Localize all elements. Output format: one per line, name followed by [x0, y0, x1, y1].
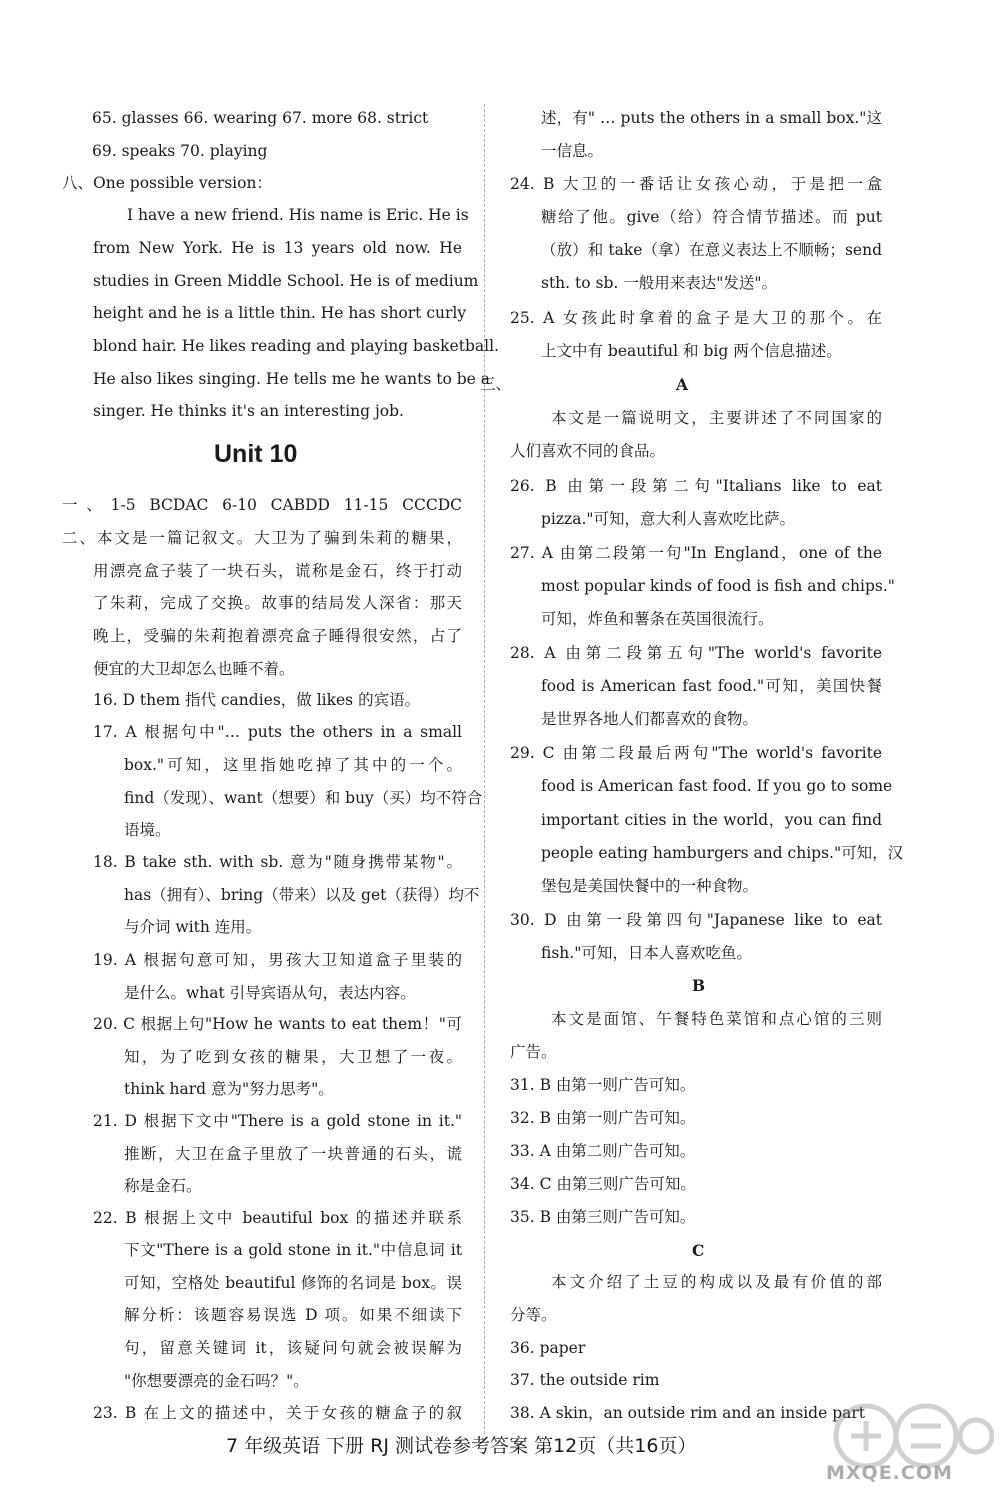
- text-line: 28. A 由第二段第五句"The world's favorite: [510, 644, 882, 662]
- text-line: 下文"There is a gold stone in it."中信息词 it: [124, 1241, 462, 1259]
- text-line: sth. to sb. 一般用来表达"发送"。: [541, 274, 777, 292]
- text-line: 21. D 根据下文中"There is a gold stone in it.": [93, 1112, 462, 1130]
- text-line: 与介词 with 连用。: [124, 918, 262, 936]
- text-line: 17. A 根据句中"… puts the others in a small: [93, 723, 462, 741]
- text-line: from New York. He is 13 years old now. He: [93, 239, 462, 257]
- text-line: 用漂亮盒子装了一块石头，谎称是金石，终于打动: [93, 562, 462, 580]
- text-line: 人们喜欢不同的食品。: [510, 442, 666, 460]
- column-divider: [484, 104, 485, 1434]
- text-line: height and he is a little thin. He has short curly: [93, 304, 467, 322]
- text-line: 称是金石。: [124, 1177, 202, 1195]
- text-line: blond hair. He likes reading and playing basketball.: [93, 337, 499, 355]
- text-line: 广告。: [510, 1043, 557, 1061]
- text-line: singer. He thinks it's an interesting job.: [93, 402, 404, 420]
- text-line: 19. A 根据句意可知，男孩大卫知道盒子里装的: [93, 951, 462, 969]
- text-line: food is American fast food."可知，美国快餐: [541, 677, 882, 695]
- text-line: 语境。: [124, 821, 171, 839]
- text-line: 69. speaks 70. playing: [92, 142, 268, 160]
- text-line: important cities in the world，you can find: [541, 811, 882, 829]
- text-line: 38. A skin，an outside rim and an inside part: [510, 1404, 866, 1422]
- text-line: 八、One possible version：: [62, 174, 272, 192]
- page-footer: 7 年级英语 下册 RJ 测试卷参考答案 第12页（共16页）: [226, 1435, 697, 1457]
- unit-title: Unit 10: [214, 440, 298, 468]
- text-line: 糖给了他。give（给）符合情节描述。而 put: [541, 208, 882, 226]
- text-line: 晚上，受骗的朱莉抱着漂亮盒子睡得很安然，占了: [93, 627, 462, 645]
- text-line: 33. A 由第二则广告可知。: [510, 1142, 696, 1160]
- text-line: 26. B 由第一段第二句"Italians like to eat: [510, 477, 882, 495]
- text-line: 便宜的大卫却怎么也睡不着。: [93, 660, 295, 678]
- text-line: studies in Green Middle School. He is of medium: [93, 272, 479, 290]
- section-heading: B: [692, 976, 706, 995]
- text-line: 一、1-5 BCDAC 6-10 CABDD 11-15 CCCDC: [62, 496, 462, 514]
- text-line: 31. B 由第一则广告可知。: [510, 1076, 696, 1094]
- text-line: 16. D them 指代 candies，做 likes 的宾语。: [93, 691, 421, 709]
- text-line: 30. D 由第一段第四句"Japanese like to eat: [510, 911, 882, 929]
- text-line: 本文是面馆、午餐特色菜馆和点心馆的三则: [551, 1010, 882, 1028]
- text-line: 27. A 由第二段第一句"In England，one of the: [510, 544, 882, 562]
- text-line: has（拥有）、bring（带来）以及 get（获得）均不: [124, 886, 480, 904]
- text-line: food is American fast food. If you go to some: [541, 777, 893, 795]
- text-line: pizza."可知，意大利人喜欢吃比萨。: [541, 510, 796, 528]
- text-line: "你想要漂亮的金石吗？"。: [124, 1372, 309, 1390]
- text-line: （放）和 take（拿）在意义表达上不顺畅；send: [541, 241, 882, 259]
- text-line: think hard 意为"努力思考"。: [124, 1080, 334, 1098]
- text-line: 是什么。what 引导宾语从句，表达内容。: [124, 984, 416, 1002]
- text-line: 述，有" … puts the others in a small box."这: [541, 109, 882, 127]
- text-line: 上文中有 beautiful 和 big 两个信息描述。: [541, 342, 842, 360]
- text-line: 句，留意关键词 it，该疑问句就会被误解为: [124, 1339, 462, 1357]
- text-line: He also likes singing. He tells me he wants to be a: [93, 370, 490, 388]
- text-line: 29. C 由第二段最后两句"The world's favorite: [510, 744, 882, 762]
- text-line: 知，为了吃到女孩的糖果，大卫想了一夜。: [124, 1048, 462, 1066]
- text-line: 二、本文是一篇记叙文。大卫为了骗到朱莉的糖果，: [62, 529, 462, 547]
- text-line: 堡包是美国快餐中的一种食物。: [541, 877, 759, 895]
- text-line: 65. glasses 66. wearing 67. more 68. strict: [92, 109, 429, 127]
- watermark-text: MXQE.COM: [826, 1462, 953, 1484]
- text-line: 32. B 由第一则广告可知。: [510, 1109, 696, 1127]
- text-line: 本文是一篇说明文，主要讲述了不同国家的: [551, 409, 882, 427]
- text-line: 可知，炸鱼和薯条在英国很流行。: [541, 610, 774, 628]
- text-line: 37. the outside rim: [510, 1371, 660, 1389]
- text-line: 20. C 根据上句"How he wants to eat them！"可: [93, 1015, 462, 1033]
- text-line: 18. B take sth. with sb. 意为"随身携带某物"。: [93, 853, 462, 871]
- text-line: 了朱莉，完成了交换。故事的结局发人深省：那天: [93, 594, 462, 612]
- text-line: 23. B 在上文的描述中，关于女孩的糖盒子的叙: [93, 1404, 462, 1422]
- section-heading: C: [692, 1241, 705, 1260]
- text-line: find（发现）、want（想要）和 buy（买）均不符合: [124, 789, 483, 807]
- text-line: 36. paper: [510, 1339, 586, 1357]
- text-line: I have a new friend. His name is Eric. He is: [127, 206, 469, 224]
- text-line: 25. A 女孩此时拿着的盒子是大卫的那个。在: [510, 309, 882, 327]
- text-line: 可知，空格处 beautiful 修饰的名词是 box。误: [124, 1274, 462, 1292]
- text-line: 35. B 由第三则广告可知。: [510, 1208, 696, 1226]
- text-line: box."可知，这里指她吃掉了其中的一个。: [124, 756, 462, 774]
- text-line: 推断，大卫在盒子里放了一块普通的石头，谎: [124, 1145, 462, 1163]
- text-line: 34. C 由第三则广告可知。: [510, 1175, 696, 1193]
- text-line: 24. B 大卫的一番话让女孩心动，于是把一盒: [510, 175, 882, 193]
- section-heading: A: [676, 375, 689, 394]
- text-line: 解分析：该题容易误选 D 项。如果不细读下: [124, 1306, 462, 1324]
- text-line: most popular kinds of food is fish and chips.": [541, 577, 895, 595]
- text-line: people eating hamburgers and chips."可知，汉: [541, 844, 904, 862]
- text-line: fish."可知，日本人喜欢吃鱼。: [541, 944, 752, 962]
- text-line: 22. B 根据上文中 beautiful box 的描述并联系: [93, 1209, 462, 1227]
- text-line: 分等。: [510, 1306, 557, 1324]
- text-line: 一信息。: [541, 142, 604, 160]
- text-line: 三、: [480, 375, 512, 393]
- text-line: 本文介绍了土豆的构成以及最有价值的部: [551, 1273, 882, 1291]
- text-line: 是世界各地人们都喜欢的食物。: [541, 710, 759, 728]
